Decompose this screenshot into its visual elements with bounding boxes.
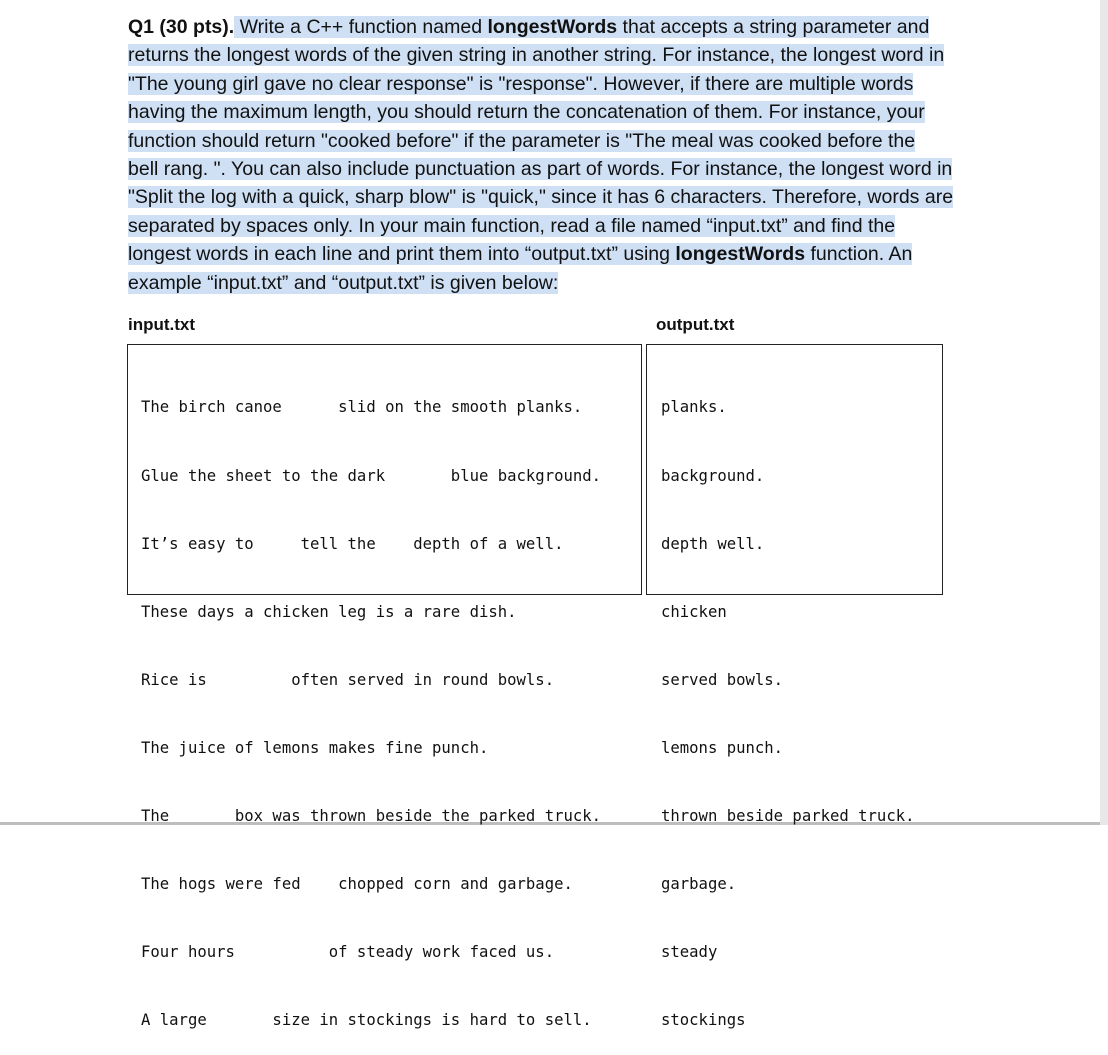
output-line: chicken	[661, 602, 727, 621]
output-file-box	[646, 344, 943, 1030]
input-line: The juice of lemons makes fine punch.	[141, 738, 489, 757]
question-line	[128, 98, 1008, 126]
input-line: The hogs were fed chopped corn and garbage.	[141, 875, 573, 894]
question-text-part: example “input.txt” and “output.txt” is given below:	[128, 271, 559, 294]
question-line	[128, 240, 1008, 268]
question-text-part: bell rang. ". You can also include punctuation as part of words. For instance, the longest word in	[128, 158, 953, 181]
question-line	[128, 127, 1008, 155]
function-name: longestWords	[675, 243, 806, 266]
output-line: lemons punch.	[661, 738, 784, 757]
question-text-part: having the maximum length, you should return the concatenation of them. For instance, your	[128, 101, 925, 124]
input-line: Four hours of steady work faced us.	[141, 943, 555, 962]
question-label: Q1 (30 pts).	[128, 16, 235, 38]
input-line: Rice is often served in round bowls.	[141, 670, 555, 689]
question-text-part: "The young girl gave no clear response" is "response". However, if there are multiple words	[128, 72, 914, 95]
question-text-part: longest words in each line and print them into “output.txt” using	[128, 243, 676, 266]
input-line: Glue the sheet to the dark blue background.	[141, 466, 602, 485]
page-right-edge	[1100, 0, 1108, 825]
output-line: planks.	[661, 398, 727, 417]
output-line: garbage.	[661, 875, 737, 894]
question-text-part: separated by spaces only. In your main function, read a file named “input.txt” and find the	[128, 214, 896, 237]
question-line	[128, 269, 1008, 297]
question-text-part: "Split the log with a quick, sharp blow" is "quick," since it has 6 characters. Therefore, words are	[128, 186, 954, 209]
function-name: longestWords	[487, 16, 618, 38]
output-line: stockings	[661, 1011, 746, 1030]
input-file-title: input.txt	[128, 315, 196, 334]
question-text	[128, 13, 1008, 297]
output-line: thrown beside parked truck.	[661, 807, 915, 826]
input-line: The birch canoe slid on the smooth planks.	[141, 398, 583, 417]
input-line: It’s easy to tell the depth of a well.	[141, 534, 564, 553]
output-file-title: output.txt	[656, 315, 735, 334]
question-line	[128, 212, 1008, 240]
output-line: steady	[661, 943, 718, 962]
question-text-part: that accepts a string parameter and	[617, 16, 930, 38]
question-line	[128, 183, 1008, 211]
question-line	[128, 41, 1008, 69]
input-file-box	[127, 344, 642, 1030]
output-line: background.	[661, 466, 765, 485]
input-line: The box was thrown beside the parked truck.	[141, 807, 602, 826]
input-line: A large size in stockings is hard to sell.	[141, 1011, 592, 1030]
question-line	[128, 13, 1008, 41]
output-line: depth well.	[661, 534, 765, 553]
output-line: served bowls.	[661, 670, 784, 689]
question-line	[128, 70, 1008, 98]
question-text-part: returns the longest words of the given string in another string. For instance, the longest word in	[128, 44, 945, 67]
input-line: These days a chicken leg is a rare dish.	[141, 602, 517, 621]
question-text-part: function should return "cooked before" if the parameter is "The meal was cooked before the	[128, 129, 916, 152]
question-line	[128, 155, 1008, 183]
question-text-part: function. An	[805, 243, 913, 266]
question-text-part: Write a C++ function named	[234, 16, 488, 38]
